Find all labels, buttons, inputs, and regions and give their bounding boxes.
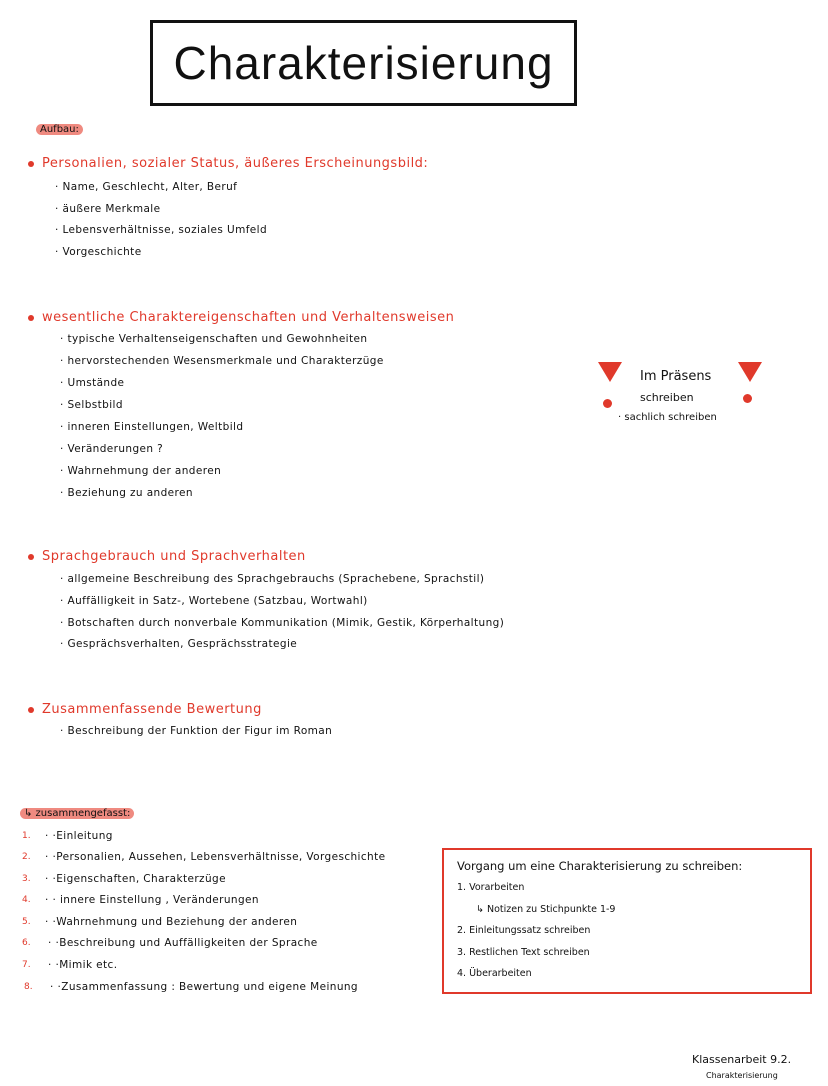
list-item: · Beschreibung der Funktion der Figur im Roman <box>60 725 332 737</box>
warning-dot-icon <box>743 394 752 403</box>
process-step: 4. Überarbeiten <box>457 968 532 979</box>
list-item: · typische Verhaltenseigenschaften und Gewohnheiten <box>60 333 367 345</box>
note-line: schreiben <box>640 391 694 404</box>
summary-item: · ·Mimik etc. <box>48 959 117 971</box>
page-title: Charakterisierung <box>173 37 554 89</box>
bullet-icon <box>28 315 34 321</box>
aufbau-label: Aufbau: <box>36 124 83 135</box>
bullet-icon <box>28 161 34 167</box>
summary-item: · ·Eigenschaften, Charakterzüge <box>45 873 226 885</box>
note-line: Im Präsens <box>640 369 712 384</box>
warning-triangle-icon <box>598 362 622 382</box>
item-number: 4. <box>22 895 31 905</box>
process-step: 1. Vorarbeiten <box>457 882 525 893</box>
list-item: · äußere Merkmale <box>55 203 161 215</box>
title-box <box>150 20 577 106</box>
list-item: · Vorgeschichte <box>55 246 142 258</box>
section-heading: Personalien, sozialer Status, äußeres Erscheinungsbild: <box>28 156 428 171</box>
section-heading: wesentliche Charaktereigenschaften und Verhaltensweisen <box>28 310 454 325</box>
warning-triangle-icon <box>738 362 762 382</box>
process-step: 2. Einleitungssatz schreiben <box>457 925 591 936</box>
warning-dot-icon <box>603 399 612 408</box>
list-item: · Umstände <box>60 377 124 389</box>
note-line: · sachlich schreiben <box>618 412 717 423</box>
footer-title: Klassenarbeit 9.2. <box>692 1053 792 1066</box>
item-number: 8. <box>24 982 33 992</box>
item-number: 6. <box>22 938 31 948</box>
summary-item: · ·Zusammenfassung : Bewertung und eigene Meinung <box>50 981 358 993</box>
item-number: 2. <box>22 852 31 862</box>
footer-subtitle: Charakterisierung <box>706 1071 778 1080</box>
summary-item: · ·Personalien, Aussehen, Lebensverhältnisse, Vorgeschichte <box>45 851 385 863</box>
process-title: Vorgang um eine Charakterisierung zu schreiben: <box>457 859 743 873</box>
item-number: 1. <box>22 831 31 841</box>
bullet-icon <box>28 554 34 560</box>
list-item: · Veränderungen ? <box>60 443 163 455</box>
list-item: · Gesprächsverhalten, Gesprächsstrategie <box>60 638 297 650</box>
section-heading: Zusammenfassende Bewertung <box>28 702 262 717</box>
item-number: 7. <box>22 960 31 970</box>
list-item: · Auffälligkeit in Satz-, Wortebene (Satzbau, Wortwahl) <box>60 595 368 607</box>
process-step: ↳ Notizen zu Stichpunkte 1-9 <box>476 904 616 915</box>
item-number: 3. <box>22 874 31 884</box>
list-item: · Selbstbild <box>60 399 123 411</box>
section-heading: Sprachgebrauch und Sprachverhalten <box>28 549 306 564</box>
summary-item: · · innere Einstellung , Veränderungen <box>45 894 259 906</box>
list-item: · hervorstechenden Wesensmerkmale und Charakterzüge <box>60 355 384 367</box>
list-item: · Lebensverhältnisse, soziales Umfeld <box>55 224 267 236</box>
item-number: 5. <box>22 917 31 927</box>
summary-item: · ·Beschreibung und Auffälligkeiten der Sprache <box>48 937 318 949</box>
list-item: · Name, Geschlecht, Alter, Beruf <box>55 181 237 193</box>
summary-item: · ·Wahrnehmung und Beziehung der anderen <box>45 916 297 928</box>
summary-item: · ·Einleitung <box>45 830 113 842</box>
list-item: · allgemeine Beschreibung des Sprachgebrauchs (Sprachebene, Sprachstil) <box>60 573 484 585</box>
summary-label: ↳ zusammengefasst: <box>20 808 134 819</box>
list-item: · Beziehung zu anderen <box>60 487 193 499</box>
list-item: · Wahrnehmung der anderen <box>60 465 221 477</box>
process-step: 3. Restlichen Text schreiben <box>457 947 590 958</box>
bullet-icon <box>28 707 34 713</box>
list-item: · Botschaften durch nonverbale Kommunikation (Mimik, Gestik, Körperhaltung) <box>60 617 504 629</box>
list-item: · inneren Einstellungen, Weltbild <box>60 421 243 433</box>
